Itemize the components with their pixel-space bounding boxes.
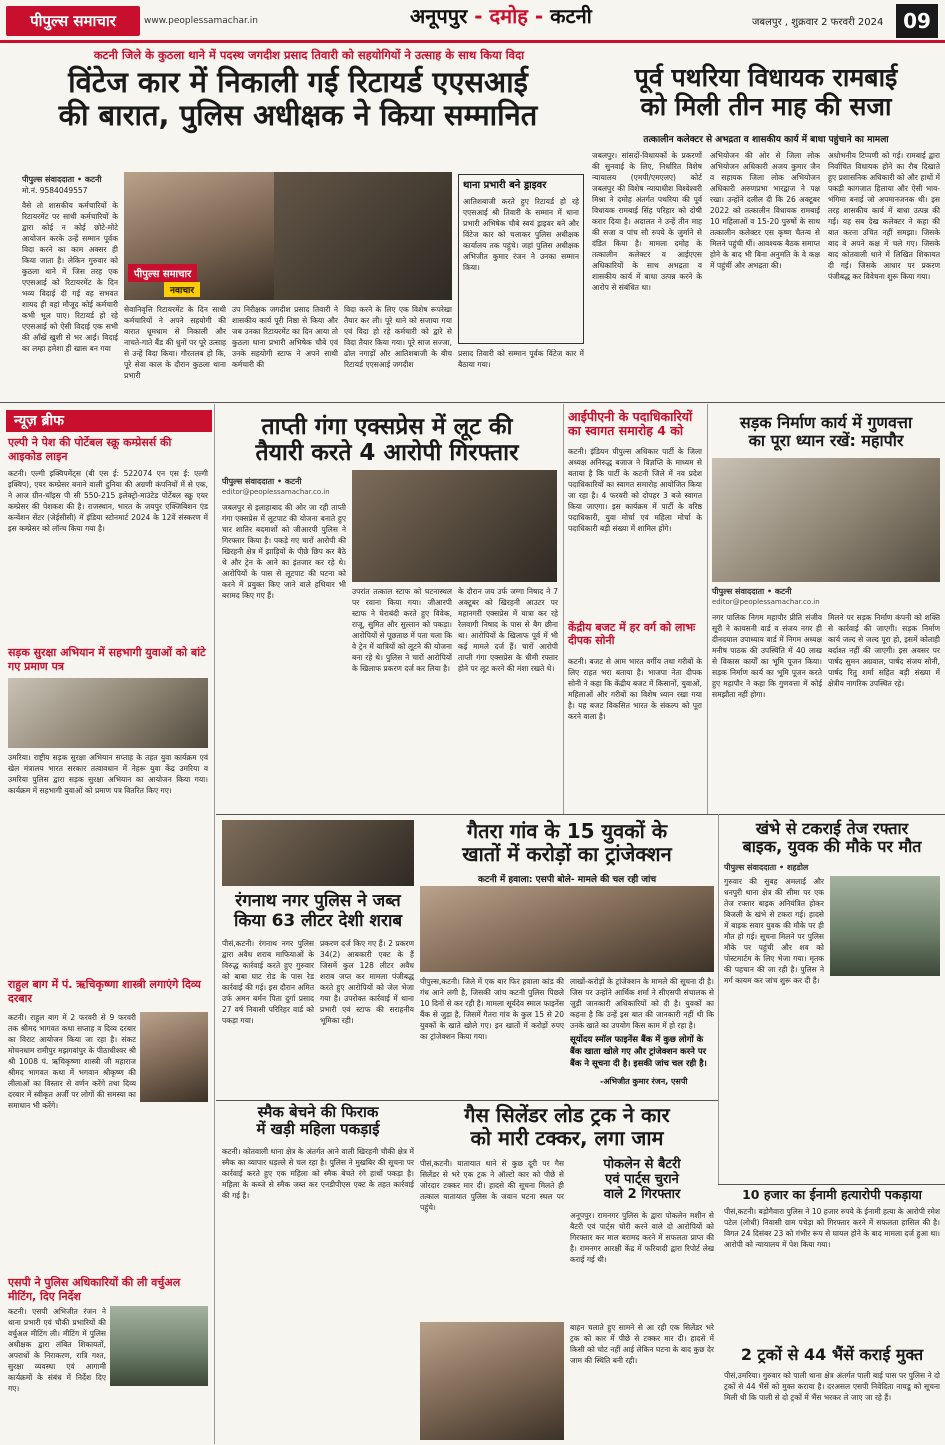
brief4-photo: [110, 1306, 208, 1386]
lead-sidebar-text2: प्रसाद तिवारी को सम्मान पूर्वक विंटेज कार में बैठाया गया।: [458, 349, 584, 369]
gas-headline-line2: को मारी टक्कर, लगा जाम: [470, 1126, 664, 1150]
brief1-text: कटनी। एल्गी इक्विपमेंट्स (बी एस ई: 522074 एन एस ई: एल्गी इक्विप), एयर कम्प्रेसर बनाने वाली दुनिया की अग्रणी कंपनियों में से एक, ने आज ग्रीन-चॉइस पी सी 550-215 इलेक्ट्रो-माउंटेड पोर्टेबल स्क्रू एयर कम्प्रेसर की पेशकश की है। राजस्थान, भारत के जयपुर एक्जिबिशन एंड कन्वेंशन सेंटर (जेईसीसी) में इंडिया स्टोनमार्ट 2024 के 12वें संस्करण में इस कम्प्रेसर को लॉन्च किया गया है।: [8, 469, 208, 533]
lead-col2: सेवानिवृत्ति रिटायरमेंट के दिन साथी कर्मचारियों ने अपने सहयोगी की बारात धूमधाम से निकाली और नाचते-गाते बैंड की धुनों पर पूरे उत्साह से उन्हें विदा किया। गौरतलब हो कि, पूरे सेवा काल के दौरान कुठला थाना प्रभारी: [124, 305, 226, 380]
gas-col2: बाहन चलाते हुए सामने से आ रही एक सिलेंडर भरे ट्रक को कार में पीछे से टक्कर मार दी। हादसे में किसी को चोट नहीं आई लेकिन घटना के बाद कुछ देर जाम की स्थिति बनी रही।: [570, 1323, 714, 1365]
gas-headline: [420, 1104, 714, 1150]
city-anuppur: अनूपपुर: [410, 4, 468, 28]
liquor-headline-line2: किया 63 लीटर देशी शराब: [233, 910, 403, 931]
idpi-headline-line1: आईपीएनी के पदाधिकारियों: [568, 409, 693, 424]
tapti-byline: पीपुल्स संवाददाता • कटनी: [222, 477, 302, 486]
road-headline-line2: का पूरा ध्यान रखें: महापौर: [748, 431, 904, 451]
gaitra-quote-by: -अभिजीत कुमार रंजन, एसपी: [600, 1077, 688, 1086]
tapti-headline-line2: तैयारी करते 4 आरोपी गिरफ्तार: [255, 440, 519, 467]
liquor-col2: प्रकरण दर्ज किए गए हैं। 2 प्रकरण 34(2) आबकारी एक्ट के हैं जिसमें कुल 128 लीटर अवैध शराब जप्त कर मामला पंजीबद्ध करते हुए आरोपियों को जेल भेजा गया है। उपरोक्त कार्रवाई में थाना प्रभारी एवं स्टाफ की सराहनीय भूमिका रही।: [320, 939, 414, 1025]
smack-headline: [222, 1104, 414, 1139]
tapti-col1: जबलपुर से इलाहाबाद की ओर जा रही ताप्ती गंगा एक्सप्रेस में लूटपाट की योजना बनाते हुए चार शातिर बदमाशों को जीआरपी पुलिस ने गिरफ्तार किया है। पकड़े गए चारों आरोपी की खिरहनी क्षेत्र में झाड़ियों के पीछे छिप कर बैठे थे और ट्रेन के आने का इंतजार कर रहे थे। आरोपियों के पास से लूटपाट की घटना को करने में प्रयुक्त किए जाने वाले हथियार भी बरामद किए गए हैं।: [222, 503, 346, 600]
gas-headline-line1: गैस सिलेंडर लोड ट्रक ने कार: [464, 1103, 670, 1127]
poklane-headline: [570, 1158, 714, 1203]
gaitra-subhead: कटनी में हवाला: एसपी बोले- मामले की चल रही जांच: [477, 875, 657, 885]
rambai-col3: अधोभनीय टिप्पणी को गई। रामबाई द्वारा निर्वाचित विधायक होने का रौब दिखाते हुए प्रशासनिक अधिकारी को और हाथों में पकड़ी कागजात हिलाया और ऐसी भाव-भंगिमा बनाई जो अपमानजनक थी। इस तरह शासकीय कार्य में बाधा उत्पन्न की गई। यह सब देख कलेक्टर ने कहा की बात करना उचित नहीं समझा। जिसके बाद वे अपने कक्ष में चले गए। जिसके बाद कोतवाली थाने में लिखित शिकायत दी गई। जिसके आधार पर प्रकरण पंजीबद्ध कर विवेचना शुरू किया गया।: [828, 151, 940, 281]
lead-col4: विदा करने के लिए एक विशेष रूपरेखा तैयार कर ली। पूरे थाने को सजाया गया एवं विदा हो रहे कर्मचारी को द्वारे से विदा तैयार किया गया। पूरे साज सज्जा, ढोल नगाड़ों और आतिशबाजी के बीच रिटायर्ड एएसआई जगदीश: [344, 305, 452, 369]
rambai-headline-line1: पूर्व पथरिया विधायक रामबाई: [634, 63, 898, 92]
reward-headline: 10 हजार का ईनामी हत्यारोपी पकड़ाया: [742, 1187, 922, 1202]
brief3-photo: [140, 1012, 208, 1102]
buffalo-text: पीसं,उमरिया। गुरुवार को पाली थाना क्षेत्र अंतर्गत पाली बाई पास पर पुलिस ने दो ट्रकों से 44 भैंसें को मुक्त कराया है। दरअसल एसपी निवेदिता नायडू को सूचना मिली थी कि पाली से दो ट्रकों में भैंस भरकर ले जाए जा रहे हैं।: [724, 1371, 940, 1402]
poklane-headline-line3: वाले 2 गिरफ्तार: [603, 1186, 681, 1202]
lead-sidebar: [458, 174, 584, 344]
rambai-col1: जबलपुर। सांसदों-विधायकों के प्रकरणों की सुनवाई के लिए, निर्धारित विशेष न्यायालय (एमपी/एमएलए) कोर्ट जबलपुर की विशेष न्यायाधीश विश्वेश्वरी मिश्रा ने दमोह अंतर्गत पथरिया की पूर्व विधायक रामबाई सिंह परिहार को दोषी करार दिया है। अदालत ने उन्हें तीन माह की सजा व पांच सौ रुपये के जुर्माने से दंडित किया है। मामला दमोह के तत्कालीन कलेक्टर व आईएएस अधिकारियों के साथ अभद्रता व शासकीय कार्य में बाधा उत्पन्न करने के आरोप से संबंधित था।: [592, 151, 702, 292]
lead-headline: [18, 66, 578, 133]
poklane-headline-line2: एवं पार्ट्स चुराने: [605, 1171, 679, 1187]
idpi-headline-line2: का स्वागत समारोह 4 को: [568, 423, 684, 439]
page-number: 09: [896, 4, 938, 38]
gaitra-headline-line2: खातों में करोड़ों का ट्रांजेक्शन: [462, 842, 672, 866]
newspaper-logo: पीपुल्स समाचार: [6, 6, 140, 36]
tapti-col2: उपरांत तत्काल स्टाफ को घटनास्थल पर रवाना किया गया। जीआरपी स्टाफ ने घेराबंदी करते हुए विवेक, राजू, सुमित और सुल्तान को पकड़ा। आरोपियों से पूछताछ में पता चला कि वे ट्रेन में यात्रियों को लूटने की योजना बना रहे थे। पुलिस ने चारों आरोपियों के खिलाफ प्रकरण दर्ज कर लिया है।: [352, 587, 452, 673]
road-headline-line1: सड़क निर्माण कार्य में गुणवत्ता: [739, 413, 913, 432]
rambai-subhead: तत्कालीन कलेक्टर से अभद्रता व शासकीय कार्य में बाधा पहुंचाने का मामला: [643, 135, 889, 145]
lead-byline: पीपुल्स संवाददाता • कटनी: [22, 175, 102, 184]
photo-tag-sub: नवाचार: [164, 282, 200, 297]
tapti-email[interactable]: editor@peoplessamachar.co.in: [222, 488, 330, 496]
road-col2: मिलने पर सड़क निर्माण कंपनी को शक्ति से कार्रवाई की जाएगी। सड़क निर्माण कार्य जल्द से जल्द पूरा हो, इसमें कोताही बर्दाश्त नहीं की जाएगी। इस अवसर पर पार्षद सुमन अग्रवाल, पार्षद संजय सोनी, पार्षद रितु शर्मा सहित बड़ी संख्या में क्षेत्रीय नागरिक उपस्थित रहे।: [828, 613, 940, 688]
gaitra-headline-line1: गैतरा गांव के 15 युवकों के: [466, 819, 668, 843]
liquor-headline: [222, 892, 414, 931]
liquor-col1: पीसं,कटनी। रंगनाथ नगर पुलिस द्वारा अवैध शराब माफियाओं के विरुद्ध कार्रवाई करते हुए गुरुवार को बाबा घाट रोड के पास रेड कार्रवाई की गई। इस दौरान अमित उर्फ अमन बर्मन पिता दुर्गा प्रसाद 27 वर्ष निवासी परिरिहर वार्ड को पकड़ा गया।: [222, 939, 314, 1025]
brief4-text: कटनी। एसपी अभिजीत रंजन ने थाना प्रभारी एवं चौकी प्रभारियों की वर्चुअल मीटिंग ली। मीटिंग में पुलिस अधीक्षक द्वारा लंबित शिकायतों, अपराधों के निराकरण, रात्रि गश्त, सुरक्षा व्यवस्था एवं आगामी कार्यक्रमों के संबंध में निर्देश दिए गए।: [8, 1307, 106, 1393]
dateline: जबलपुर , शुक्रवार 2 फरवरी 2024: [752, 17, 884, 28]
tapti-headline: [222, 414, 552, 467]
tapti-headline-line1: ताप्ती गंगा एक्सप्रेस में लूट की: [261, 414, 513, 440]
smack-headline-line1: स्मैक बेचने की फिराक: [257, 1103, 379, 1121]
tapti-col3: के दौरान जय उर्फ जग्गा निषाद ने 7 अक्टूबर को खिरहनी आउटर पर महानगरी एक्सप्रेस में यात्रा कर रहे रेलवागी निषाद के पास से बैग छीना था। आरोपियों के खिलाफ पूर्व में भी कई मामले दर्ज हैं। चारों आरोपी ताप्ती गंगा एक्सप्रेस के धीमी रफ्तार होने पर लूट करने की मंशा रखते थे।: [458, 587, 558, 673]
news-brief-label: न्यूज़ ब्रीफ: [6, 410, 212, 432]
smack-headline-line2: में खड़ी महिला पकड़ाई: [256, 1120, 380, 1139]
brief3-head: राहुल बाग में पं. ऋचिकृष्णा शास्त्री लगाएंगे दिव्य दरबार: [8, 978, 201, 1005]
brief2-text: उमरिया। राष्ट्रीय सड़क सुरक्षा अभियान सप्ताह के तहत युवा कार्यक्रम एवं खेल मंत्रालय भारत सरकार तत्वावधान में नेहरू युवा केंद्र उमरिया व उमरिया पुलिस द्वारा सड़क सुरक्षा अभियान का आयोजन किया गया। कार्यक्रम में सहभागी युवाओं को प्रमाण पत्र वितरित किए गए।: [8, 753, 208, 795]
rambai-col2: अभियोजन की ओर से जिला लोक अभियोजन अधिकारी अजय कुमार जैन व सहायक जिला लोक अभियोजन अधिकारी अरुणप्रभा भारद्वाज ने पक्ष रखा। उन्होंने दलील दी कि 26 अक्टूबर 2022 को तत्कालीन विधायक रामबाई 10 महिलाओं व 15-20 पुरुषों के साथ तत्कालीन कलेक्टर एस कृष्ण चैतन्य से मिलने पहुंची थीं। आवश्यक बैठक समाप्त होने के बाद भी बिना अनुमति के वे कक्ष में पहुंचीं और अभद्रता की।: [710, 151, 820, 270]
liquor-photo: [222, 820, 414, 886]
rambai-headline-line2: को मिली तीन माह की सजा: [640, 91, 892, 121]
city-damoh: दमोह: [489, 4, 528, 28]
budget-text: कटनी। बजट से आम भारत वर्गीय तथा गरीबों के लिए राहत भरा बताया है। भाजपा नेता दीपक सोनी ने कहा कि केंद्रीय बजट में किसानों, युवाओं, महिलाओं और गरीबों का विशेष ध्यान रखा गया है। यह बजट विकसित भारत के संकल्प को पूरा करने वाला है।: [568, 657, 702, 721]
budget-headline: केंद्रीय बजट में हर वर्ग को लाभः दीपक सोनी: [568, 621, 696, 647]
column-rule: [214, 404, 215, 1444]
poklane-headline-line1: पोकलेन से बैटरी: [603, 1157, 681, 1172]
bike-text: गुरुवार की सुबह अमलाई और धनपुरी थाना क्षेत्र की सीमा पर एक तेज रफ्तार बाइक अनियंत्रित होकर बिजली के खंभे से टकरा गई। हादसे में बाइक सवार युवक की मौके पर ही मौत हो गई। सूचना मिलने पर पुलिस मौके पर पहुंची और शव को पोस्टमार्टम के लिए भेजा गया। मृतक की पहचान की जा रही है। पुलिस ने मर्ग कायम कर जांच शुरू कर दी है।: [724, 877, 824, 985]
smack-text: कटनी। कोतवाली थाना क्षेत्र के अंतर्गत आने वाली खिरहनी चौकी क्षेत्र में स्मैक का व्यापार धड़ल्ले से चल रहा है। पुलिस ने मुखबिर की सूचना पर कार्रवाई करते हुए एक महिला को स्मैक बेचते रंगे हाथों पकड़ा है। महिला के कब्जे से स्मैक जब्त कर एनडीपीएस एक्ट के तहत कार्रवाई की गई है।: [222, 1147, 414, 1200]
lead-col1: वैसे तो शासकीय कर्मचारियों के रिटायरमेंट पर साथी कर्मचारियों के द्वारा कोई न कोई छोटे-मोटे आयोजन करके उन्हें सम्मान पूर्वक विदा करने का काम अक्सर ही किया जाता है। लेकिन गुरुवार को कुठला थाने में जिस तरह एक एएसआई को रिटायरमेंट के दिन भव्य विदाई दी गई वह सभवत शायद ही वहां मौजूद कोई कर्मचारी कभी भूल पाए। रिटायर्ड हो रहे एएसआई को ऐसी विदाई एक सभी की आँखें खुशी से भर आईं। विदाई का लम्हा हमेशा ही खास बन गया: [22, 201, 118, 353]
bike-byline: पीपुल्स संवाददाता • शहडोल: [724, 863, 809, 872]
road-byline: पीपुल्स संवाददाता • कटनी: [712, 587, 792, 596]
tapti-photo: [352, 470, 557, 582]
gaitra-col2: लाखों-करोड़ों के ट्रांजेक्शन के मामले की सूचना दी है। जिस पर उन्होंने आर्थिक शर्मा ने सीएसपी संचालक से जुड़ी जानकारी अधिकारियों को दी है। युवकों का कहना है कि उन्हें इस बात की जानकारी नहीं थी कि उनके खाते का उपयोग किस काम में हो रहा है।: [570, 977, 714, 1030]
lead-sidebar-head: थाना प्रभारी बने ड्राइवर: [463, 180, 547, 191]
lead-sidebar-text: आतिशबाजी करते हुए रिटायर्ड हो रहे एएसआई श्री तिवारी के सम्मान में थाना प्रभारी अभिषेक चौबे स्वयं ड्राइवर बने और विंटेज कार को चलाकर पुलिस अधीक्षक कार्यालय तक पहुंचे। जहां पुलिस अधीक्षक अभिजीत कुमार रंजन ने उनका सम्मान किया।: [463, 197, 579, 272]
gaitra-headline: [420, 820, 714, 866]
poklane-text: अनूपपुर। रामनगर पुलिस के द्वारा पोकलेन मशीन से बैटरी एवं पार्ट्स चोरी करने वाले दो आरोपियों को गिरफ्तार कर माल बरामद करने में सफलता प्राप्त की है। रामनगर आरक्षी केंद्र में फरियादी द्वारा रिपोर्ट लेख कराई गई थी।: [570, 1211, 714, 1264]
photo-tag: पीपुल्स समाचार: [128, 264, 197, 282]
lead-kicker: कटनी जिले के कुठला थाने में पदस्थ जगदीश प्रसाद तिवारी को सहयोगियों ने उत्साह के साथ किया विदा: [93, 48, 525, 62]
buffalo-headline: 2 ट्रकों से 44 भैंसें कराई मुक्त: [740, 1345, 924, 1364]
brief1-head: एल्पी ने पेश की पोर्टेबल स्क्रू कम्प्रेसर्स की आइकोड लाइन: [8, 436, 172, 463]
website-url[interactable]: www.peoplessamachar.in: [144, 16, 258, 26]
idpi-headline: [568, 410, 704, 439]
lead-photo: [124, 172, 452, 300]
road-email[interactable]: editor@peoplessamachar.co.in: [712, 598, 820, 606]
reward-text: पीसं,कटनी। बड़ोगैवारा पुलिस ने 10 हजार रुपये के ईनामी हत्या के आरोपी रमेश पटेल (लोधी) निवासी ग्राम पचेड़ा को गिरफ्तार करने में सफलता हासिल की है। विगत 24 दिसंबर 23 को गंभीर रूप से घायल होने के बाद मामला दर्ज हुआ था। आरोपी को न्यायालय में पेश किया गया।: [724, 1207, 940, 1249]
rambai-headline: [592, 64, 940, 122]
road-photo: [712, 458, 940, 582]
gaitra-quote: सूर्योदय स्मॉल फाइनेंस बैंक में कुछ लोगों के बैंक खाता खोले गए और ट्रांजेक्शन करने पर बैंक ने सूचना दी है। इसकी जांच चल रही है।: [570, 1035, 707, 1069]
lead-headline-line2: की बारात, पुलिस अधीक्षक ने किया सम्मानित: [58, 98, 538, 133]
bike-headline-line1: खंभे से टकराई तेज रफ्तार: [755, 819, 909, 838]
bike-headline-line2: बाइक, युवक की मौके पर मौत: [742, 837, 922, 857]
city-katni: कटनी: [550, 4, 592, 28]
road-headline: [712, 414, 940, 451]
lead-headline-line1: विंटेज कार में निकाली गई रिटायर्ड एएसआई: [68, 65, 528, 99]
gaitra-photo: [420, 886, 714, 972]
lead-mobile: मो.नं. 9584049557: [22, 186, 88, 195]
brief3-text: कटनी। राहुल बाग में 2 फरवरी से 9 फरवरी तक श्रीमद भागवत कथा सप्ताह व दिव्य दरबार का विराट आयोजन किया जा रहा है। संकट मोचनधाम रामीपुर मझगवांपुर के पीठाधीश्वर श्री श्री 1008 पं. ऋचिकृष्णा शास्त्री जी महाराज श्रीमद भागवत कथा में भगवान श्रीकृष्ण की लीलाओं का विस्तार से वर्णन करेंगे तथा दिव्य दरबार में स्वीकृत अर्जी पर लोगों की समस्या का समाधान भी करेंगे।: [8, 1013, 136, 1110]
gas-photo: [420, 1322, 564, 1440]
section-divider: [0, 402, 945, 403]
brief4-head: एसपी ने पुलिस अधिकारियों की ली वर्चुअल मीटिंग, दिए निर्देश: [8, 1276, 181, 1303]
bike-photo: [830, 876, 940, 976]
bike-headline: [724, 820, 940, 857]
city-header: अनूपपुर - दमोह - कटनी: [410, 4, 592, 28]
brief2-photo: [8, 678, 208, 748]
gaitra-col1: पीपुल्स,कटनी। जिले में एक बार फिर हवाला कांड की गंध आने लगी है, जिसकी जांच कटनी पुलिस पिछले 10 दिनों से कर रही है। मामला सूर्यदेव स्माल फाइनेंस बैंक से जुड़ा है, जिसमें गैतरा गांव के कुल 15 से 20 युवकों के खाते खोले गए। इन खातों में करोड़ों रुपए का ट्रांजेक्शन किया गया।: [420, 977, 564, 1041]
brief2-head: सड़क सुरक्षा अभियान में सहभागी युवाओं को बांटे गए प्रमाण पत्र: [8, 646, 206, 673]
road-col1: नगर पालिक निगम महापौर प्रीति संजीव सूरी ने कायसनी वार्ड व संजय नगर ही दीनदयाल उपाध्याय वार्ड में निगम अध्यक्ष मनीष पाठक की उपस्थिति में 40 लाख से विकास कार्यों का भूमि पूजन किया। सड़क निर्माण कार्य का भूमि पूजन करते हुए महापौर ने कहा कि गुणवत्ता में कोई समझौता नहीं होगा।: [712, 613, 822, 699]
gas-col1: पीसं,कटनी। यातायात थाने से कुछ दूरी पर गैस सिलेंडर से भरे एक ट्रक ने ऑल्टो कार को पीछे से जोरदार टक्कर मार दी। हादसे की सूचना मिलते ही तत्काल यातायात पुलिस के जवान घटना स्थल पर पहुंचे।: [420, 1159, 564, 1212]
liquor-headline-line1: रंगनाथ नगर पुलिस ने जब्त: [235, 891, 401, 911]
masthead-rule: [0, 40, 945, 43]
lead-col3: उप निरीक्षक जगदीश प्रसाद तिवारी ने शासकीय कार्य पूरी निष्ठा से किया और जब उनका रिटायरमेंट का दिन आया तो कुठला थाना प्रभारी अभिषेक चौबे एवं उनके सहयोगी स्टाफ ने अपने साथी कर्मचारी की: [232, 305, 338, 369]
idpi-text: कटनी। इंडियन पीपुल्स अधिकार पार्टी के जिला अध्यक्ष अनिरुद्ध बजाज ने विज्ञप्ति के माध्यम से बताया है कि पार्टी के कटनी जिले में नव प्रदेश पदाधिकारियों का स्वागत समारोह आयोजित किया जा रहा है। 4 फरवरी को दोपहर 3 बजे स्वागत किया जाएगा। इस कार्यक्रम में पार्टी के वरिष्ठ पदाधिकारी, युवा मोर्चा एवं महिला मोर्चा के पदाधिकारी बड़ी संख्या में शामिल होंगे।: [568, 447, 702, 533]
